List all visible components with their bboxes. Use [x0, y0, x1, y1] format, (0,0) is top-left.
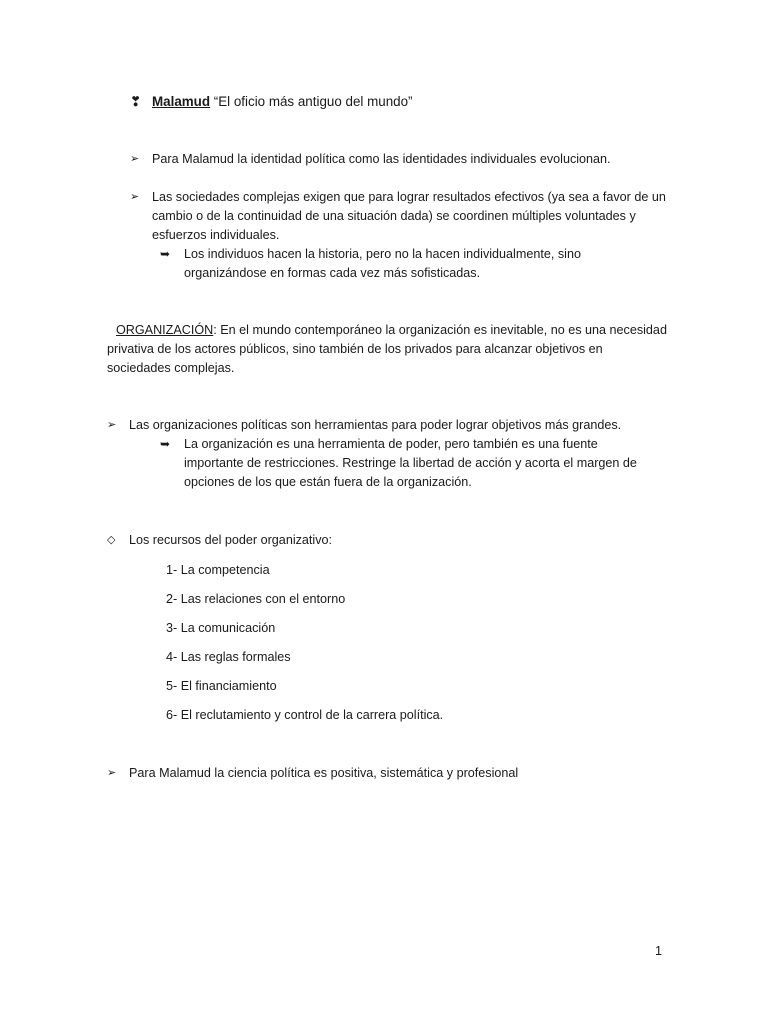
arrow-bullet-icon: ➢ — [130, 191, 140, 203]
numbered-item: 4- Las reglas formales — [166, 650, 291, 664]
sub-list-item — [160, 435, 650, 492]
document-title — [130, 92, 413, 111]
title-author: Malamud — [152, 94, 211, 109]
list-item — [107, 764, 667, 783]
hook-arrow-icon: ➥ — [160, 247, 171, 261]
organizacion-text: : En el mundo contemporáneo la organización es inevitable, no es una necesidad privativa de los actores públicos, sino también de los privados para alcanzar objetivos en sociedades complejas. — [107, 323, 667, 375]
organizacion-paragraph — [107, 321, 667, 378]
diamond-bullet-icon: ◇ — [107, 534, 116, 546]
arrow-bullet-icon: ➢ — [107, 767, 117, 779]
list-item — [107, 416, 667, 435]
page-number: 1 — [654, 944, 662, 958]
arrow-bullet-icon: ➢ — [107, 419, 117, 431]
sub-list-item-text: La organización es una herramienta de poder, pero también es una fuente importante de restricciones. Restringe la libertad de acción y acorta el margen de opciones de los que están fuera de la organización. — [184, 437, 637, 489]
list-item-text: Las organizaciones políticas son herramientas para poder lograr objetivos más grandes. — [129, 418, 622, 432]
arrow-bullet-icon: ➢ — [130, 153, 140, 165]
heart-bullet-icon: ❣ — [130, 94, 142, 109]
hook-arrow-icon: ➥ — [160, 437, 171, 451]
numbered-item: 5- El financiamiento — [166, 679, 277, 693]
sub-list-item-text: Los individuos hacen la historia, pero no la hacen individualmente, sino organizándose en formas cada vez más sofisticadas. — [184, 247, 581, 280]
sub-list-item — [160, 245, 620, 283]
organizacion-label: ORGANIZACIÓN — [116, 323, 214, 337]
list-item-text: Para Malamud la ciencia política es positiva, sistemática y profesional — [129, 766, 519, 780]
numbered-item: 6- El reclutamiento y control de la carrera política. — [166, 708, 444, 722]
list-item-text: Las sociedades complejas exigen que para lograr resultados efectivos (ya sea a favor de un cambio o de la continuidad de una situación dada) se coordinen múltiples voluntades y esfuerzos individuales. — [152, 190, 666, 242]
numbered-item: 1- La competencia — [166, 563, 270, 577]
numbered-item: 2- Las relaciones con el entorno — [166, 592, 346, 606]
list-item — [130, 150, 670, 169]
title-work: “El oficio más antiguo del mundo” — [210, 94, 413, 109]
recursos-heading-text: Los recursos del poder organizativo: — [129, 533, 333, 547]
list-item — [130, 188, 670, 245]
list-item-text: Para Malamud la identidad política como las identidades individuales evolucionan. — [152, 152, 611, 166]
numbered-item: 3- La comunicación — [166, 621, 276, 635]
recursos-heading — [107, 531, 667, 550]
